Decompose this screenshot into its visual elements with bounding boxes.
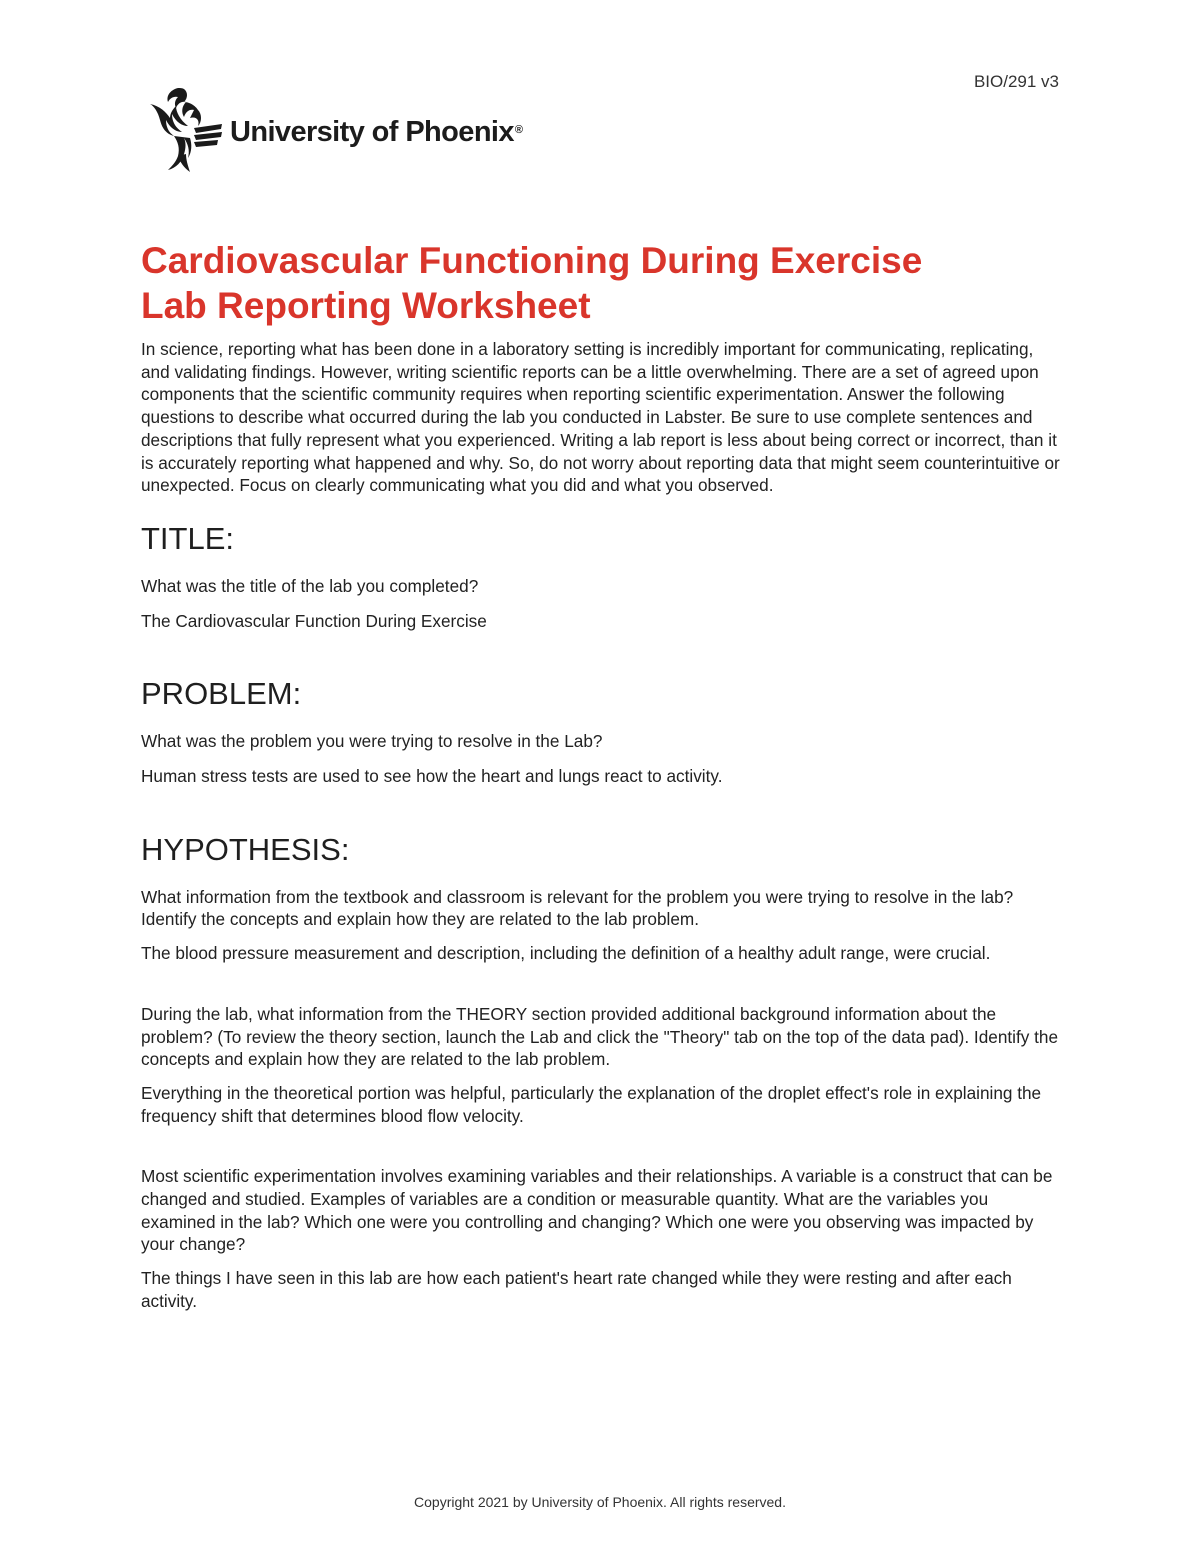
title-section-heading: TITLE:	[141, 520, 235, 556]
problem-question: What was the problem you were trying to resolve in the Lab?	[141, 731, 603, 752]
document-title-line-1: Cardiovascular Functioning During Exercise	[141, 240, 923, 281]
title-answer: The Cardiovascular Function During Exercise	[141, 610, 487, 631]
intro-paragraph: In science, reporting what has been done in a laboratory setting is incredibly important for communicating, replicating, and validating findings. However, writing scientific reports can be a little overwhelming. There are a set of agreed upon components that the scientific community requires when reporting scientific experimentation. Answer the following questions to describe what occurred during the lab you conducted in Labster. Be sure to use complete sentences and descriptions that fully represent what you experienced. Writing a lab report is less about being correct or incorrect, than it is accurately reporting what happened and why. So, do not worry about reporting data that might seem counterintuitive or unexpected. Focus on clearly communicating what you did and what you observed.	[141, 339, 1060, 496]
hypothesis-answer-3: The things I have seen in this lab are how each patient's heart rate changed while they were resting and after each activity.	[141, 1268, 1012, 1311]
problem-answer: Human stress tests are used to see how the heart and lungs react to activity.	[141, 766, 723, 787]
hypothesis-question-2: During the lab, what information from the THEORY section provided additional background information about the problem? (To review the theory section, launch the Lab and click the "Theory" tab on the top of the data pad). Identify the concepts and explain how they are related to the lab problem.	[141, 1003, 1059, 1070]
document-title-line-2: Lab Reporting Worksheet	[141, 285, 591, 326]
title-question: What was the title of the lab you completed?	[141, 575, 479, 596]
hypothesis-question-1: What information from the textbook and classroom is relevant for the problem you were trying to resolve in the lab? Identify the concepts and explain how they are related to the lab problem.	[141, 886, 1014, 930]
hypothesis-answer-2: Everything in the theoretical portion was helpful, particularly the explanation of the droplet effect's role in explaining the frequency shift that determines blood flow velocity.	[141, 1082, 1042, 1126]
logo-wordmark	[230, 116, 522, 149]
problem-section-heading: PROBLEM:	[141, 676, 302, 712]
phoenix-icon	[144, 84, 224, 176]
hypothesis-question-3: Most scientific experimentation involves examining variables and their relationships. A variable is a construct that can be changed and studied. Examples of variables are a condition or measurable quantity. What are the variables you examined in the lab? Which one were you controlling and changing? Which one were you observing was impacted by your change?	[141, 1166, 1053, 1255]
hypothesis-section-heading: HYPOTHESIS:	[141, 831, 350, 867]
document-body	[141, 238, 1061, 1313]
registered-mark: ®	[514, 123, 523, 136]
copyright-footer: Copyright 2021 by University of Phoenix. All rights reserved.	[414, 1494, 786, 1510]
university-logo	[144, 84, 522, 176]
hypothesis-answer-1: The blood pressure measurement and description, including the definition of a healthy adult range, were crucial.	[141, 943, 991, 964]
document-code: BIO/291 v3	[973, 72, 1059, 91]
logo-text: University of Phoenix	[230, 115, 514, 148]
